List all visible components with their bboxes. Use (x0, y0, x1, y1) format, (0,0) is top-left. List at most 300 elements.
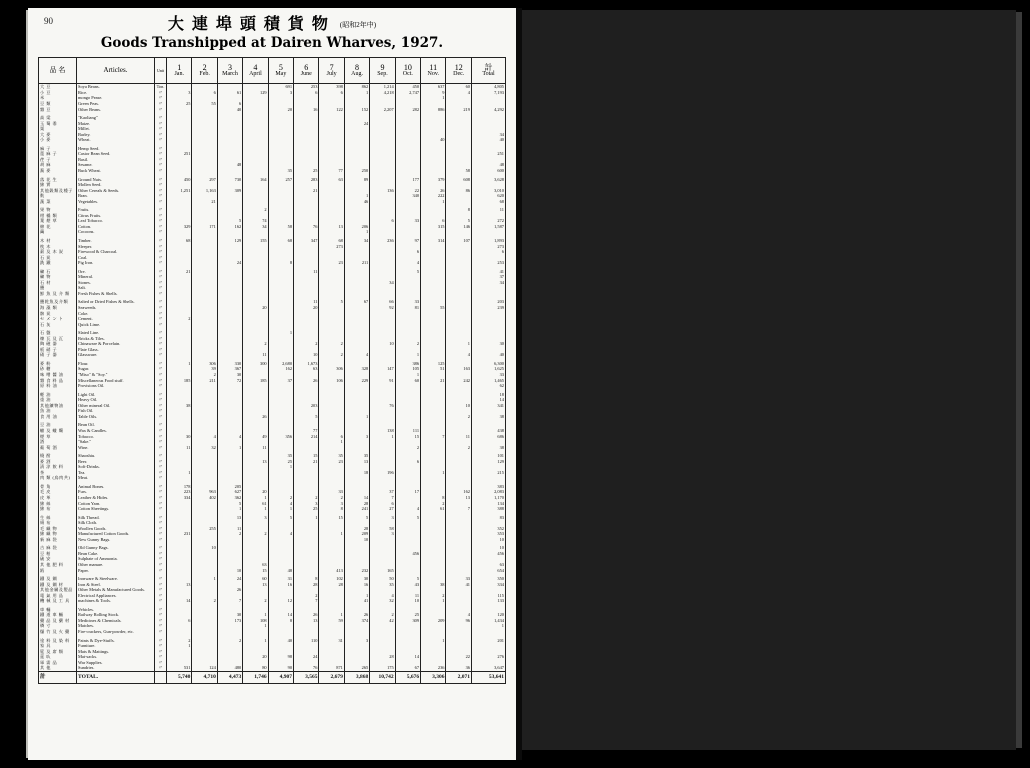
total-label: TOTAL. (77, 671, 155, 683)
row-article: Iron & Steel. (77, 582, 155, 588)
row-month-cell: 68 (319, 238, 344, 244)
row-jp-name: 重 油 (39, 397, 77, 403)
row-jp-name: 米 (39, 95, 77, 101)
row-month-cell: 152 (344, 107, 369, 113)
row-month-cell: 2,747 (395, 90, 420, 96)
row-month-cell: 2,207 (370, 107, 395, 113)
row-article: Furniture. (77, 643, 155, 649)
row-month-cell: 146 (446, 224, 472, 230)
row-unit: 〃 (155, 274, 167, 280)
row-jp-name: 骸 炭 (39, 311, 77, 317)
row-month-cell: 251 (167, 151, 192, 157)
row-unit: 〃 (155, 132, 167, 138)
row-article: Stones. (77, 280, 155, 286)
row-month-cell: 5 (395, 269, 420, 275)
row-total-cell: 388 (472, 506, 506, 512)
row-month-cell: 61 (217, 90, 242, 96)
row-month-cell: 20 (294, 305, 319, 311)
row-article: Other manure. (77, 562, 155, 568)
row-month-cell: 3 (167, 90, 192, 96)
row-unit: 〃 (155, 464, 167, 470)
row-article: Mineral. (77, 274, 155, 280)
row-unit: 〃 (155, 408, 167, 414)
row-unit: 〃 (155, 665, 167, 671)
row-month-cell: 175 (370, 665, 395, 671)
row-total-cell: 14 (472, 397, 506, 403)
row-jp-name: 葉 煙 草 (39, 218, 77, 224)
row-month-cell: 25 (294, 168, 319, 174)
row-jp-name: 麻 子 (39, 146, 77, 152)
row-total-cell: 62 (472, 383, 506, 389)
total-value-cell: 2,679 (319, 671, 344, 683)
row-unit: 〃 (155, 121, 167, 127)
row-month-cell: 3 (268, 90, 293, 96)
row-month-cell: 14 (344, 495, 369, 501)
row-month-cell: 229 (344, 378, 369, 384)
row-unit: 〃 (155, 151, 167, 157)
row-jp-name: 淸 涼 飲 料 (39, 464, 77, 470)
row-month-cell: 20 (243, 489, 268, 495)
row-jp-name: 陶 磁 器 (39, 341, 77, 347)
row-article: Cotton Yarn. (77, 501, 155, 507)
row-article: Fire-crackers, Gun-powder, etc. (77, 629, 155, 635)
row-month-cell: 86 (446, 188, 472, 194)
row-month-cell: 4,218 (370, 90, 395, 96)
row-unit: 〃 (155, 475, 167, 481)
row-month-cell: 209 (421, 618, 446, 624)
row-month-cell: 6 (167, 618, 192, 624)
row-month-cell: 111 (395, 428, 420, 434)
row-month-cell: 402 (192, 495, 217, 501)
header-month-number: 7 (329, 62, 334, 72)
header-month-name: Sep. (377, 70, 388, 77)
row-month-cell: 1 (217, 445, 242, 451)
row-month-cell: 10 (217, 568, 242, 574)
row-month-cell: 164 (243, 177, 268, 183)
header-month-11 (421, 58, 446, 84)
row-month-cell: 38 (167, 403, 192, 409)
row-jp-name: 鐵 及 鋼 (39, 576, 77, 582)
row-unit: 〃 (155, 193, 167, 199)
row-month-cell: 5 (319, 299, 344, 305)
row-month-cell: 6 (192, 90, 217, 96)
row-jp-name: 蓖 麻 子 (39, 151, 77, 157)
row-unit: 〃 (155, 660, 167, 666)
row-month-cell: 398 (319, 84, 344, 90)
row-month-cell: 8 (294, 576, 319, 582)
row-month-cell: 379 (421, 177, 446, 183)
row-month-cell: 1 (243, 612, 268, 618)
row-article: Light Oil. (77, 392, 155, 398)
row-jp-name: 蔬 菜 (39, 199, 77, 205)
row-month-cell: 241 (344, 506, 369, 512)
row-month-cell: 21 (294, 459, 319, 465)
row-jp-name: 銑 鐵 (39, 260, 77, 266)
row-month-cell: 2 (294, 495, 319, 501)
row-month-cell: 3 (370, 515, 395, 521)
row-article: Manufactured Cotton Goods. (77, 531, 155, 537)
row-jp-name: 其 他 (39, 665, 77, 671)
row-unit: 〃 (155, 422, 167, 428)
row-month-cell: 11 (217, 526, 242, 532)
row-month-cell: 12 (268, 598, 293, 604)
row-month-cell: 15 (319, 515, 344, 521)
row-month-cell: 300 (243, 361, 268, 367)
row-month-cell: 21 (192, 199, 217, 205)
row-article: Salt. (77, 285, 155, 291)
row-month-cell: 231 (167, 531, 192, 537)
row-unit: 〃 (155, 445, 167, 451)
row-total-cell: 1,465 (472, 378, 506, 384)
row-month-cell: 40 (268, 638, 293, 644)
row-jp-name: 肉 類 (鳥肉共) (39, 475, 77, 481)
row-month-cell: 61 (421, 506, 446, 512)
row-month-cell: 8 (446, 207, 472, 213)
row-month-cell: 236 (370, 238, 395, 244)
row-month-cell: 30 (217, 372, 242, 378)
row-month-cell: 24 (217, 260, 242, 266)
row-jp-name: 鹽 (39, 285, 77, 291)
row-month-cell: 35 (268, 168, 293, 174)
header-unit: Unit (155, 58, 167, 84)
row-article: Firewood & Charcoal. (77, 249, 155, 255)
row-unit: 〃 (155, 537, 167, 543)
row-total-cell: 11 (472, 207, 506, 213)
row-unit: 〃 (155, 526, 167, 532)
row-month-cell: 33 (395, 218, 420, 224)
row-month-cell: 1 (319, 531, 344, 537)
row-month-cell: 2 (243, 598, 268, 604)
header-month-number: 3 (228, 62, 233, 72)
row-month-cell: 77 (319, 168, 344, 174)
row-jp-name: 骨 角 (39, 484, 77, 490)
row-jp-name: 鐵 道 車 輛 (39, 612, 77, 618)
row-jp-name: 粟 (39, 126, 77, 132)
row-article: Leaf Tobacco. (77, 218, 155, 224)
row-month-cell: 5 (294, 414, 319, 420)
row-total-cell: 48 (472, 162, 506, 168)
row-month-cell: 2 (395, 341, 420, 347)
row-month-cell: 1 (319, 612, 344, 618)
row-total-cell: 38 (472, 414, 506, 420)
row-total-cell: 1,587 (472, 224, 506, 230)
row-month-cell: 18 (344, 470, 369, 476)
row-month-cell: 2 (446, 445, 472, 451)
row-month-cell: 608 (446, 177, 472, 183)
row-jp-name: 機 械 及 工 具 (39, 598, 77, 604)
row-month-cell: 13 (344, 459, 369, 465)
row-month-cell: 63 (319, 177, 344, 183)
row-month-cell: 67 (344, 299, 369, 305)
row-total-cell: 1,893 (472, 238, 506, 244)
row-month-cell: 314 (421, 238, 446, 244)
total-row (39, 671, 506, 683)
row-unit: 〃 (155, 520, 167, 526)
row-month-cell: 214 (294, 434, 319, 440)
row-jp-name: 葡 萄 酒 (39, 445, 77, 451)
row-month-cell: 68 (268, 238, 293, 244)
row-unit: 〃 (155, 397, 167, 403)
row-unit: 〃 (155, 162, 167, 168)
title-jp-text: 大連埠頭積貨物 (167, 16, 336, 33)
row-unit: 〃 (155, 177, 167, 183)
row-month-cell: 11 (243, 445, 268, 451)
row-month-cell: 68 (167, 238, 192, 244)
row-month-cell: 1 (421, 199, 446, 205)
row-month-cell: 98 (268, 654, 293, 660)
row-month-cell: 58 (370, 526, 395, 532)
row-month-cell: 2 (192, 372, 217, 378)
row-jp-name: 煉 瓦 及 瓦 (39, 336, 77, 342)
total-value-cell: 53,641 (472, 671, 506, 683)
row-month-cell: 74 (243, 218, 268, 224)
row-jp-name: 果 物 (39, 207, 77, 213)
row-month-cell: 1 (268, 464, 293, 470)
row-article: Furs. (77, 489, 155, 495)
row-jp-name: 柑 橘 類 (39, 213, 77, 219)
row-unit: 〃 (155, 470, 167, 476)
row-month-cell: 211 (192, 378, 217, 384)
title-japanese (38, 16, 506, 34)
row-jp-name: 魚 油 (39, 408, 77, 414)
row-unit: 〃 (155, 414, 167, 420)
row-month-cell: 5 (217, 218, 242, 224)
row-month-cell: 110 (294, 638, 319, 644)
row-month-cell: 3 (344, 434, 369, 440)
row-unit: 〃 (155, 612, 167, 618)
row-month-cell: 4 (217, 434, 242, 440)
row-month-cell: 77 (294, 428, 319, 434)
row-jp-name: 其他鑛物油 (39, 403, 77, 409)
header-month-number: 2 (202, 62, 207, 72)
row-month-cell: 4 (344, 352, 369, 358)
row-article: Ore. (77, 269, 155, 275)
row-article: Coke. (77, 311, 155, 317)
row-jp-name: 輕 油 (39, 392, 77, 398)
row-total-cell: 1,434 (472, 618, 506, 624)
row-jp-name: 其 他 肥 料 (39, 562, 77, 568)
row-article: Bricks & Tiles. (77, 336, 155, 342)
row-month-cell: 8 (421, 495, 446, 501)
row-month-cell: 61 (243, 501, 268, 507)
row-unit: 〃 (155, 428, 167, 434)
row-article: Woollen Goods. (77, 526, 155, 532)
row-jp-name: 車 輛 (39, 607, 77, 613)
row-month-cell: 37 (370, 489, 395, 495)
row-article: War Supplies. (77, 660, 155, 666)
header-month-name: Jan. (174, 70, 184, 77)
row-unit: 〃 (155, 107, 167, 113)
row-month-cell: 4 (395, 506, 420, 512)
row-jp-name: 綿 實 (39, 182, 77, 188)
row-month-cell: 196 (370, 470, 395, 476)
header-month-number: 10 (403, 62, 412, 72)
row-article: Flour. (77, 361, 155, 367)
row-month-cell: 178 (167, 484, 192, 490)
row-jp-name: 鐵 及 鋼 材 (39, 582, 77, 588)
row-month-cell: 106 (319, 378, 344, 384)
row-month-cell: 2 (421, 501, 446, 507)
header-month-number: 6 (304, 62, 309, 72)
row-article: machines & Tools. (77, 598, 155, 604)
row-month-cell: 2 (217, 531, 242, 537)
row-month-cell: 171 (192, 224, 217, 230)
row-unit: 〃 (155, 229, 167, 235)
row-article: Wax & Candles. (77, 428, 155, 434)
total-value-cell: 3,306 (421, 671, 446, 683)
row-total-cell: 272 (472, 218, 506, 224)
header-month-number: 5 (278, 62, 283, 72)
total-value-cell: 2,071 (446, 671, 472, 683)
row-article: mongo Pease. (77, 95, 155, 101)
row-article: Mats & Mattings. (77, 649, 155, 655)
row-jp-name: 木 材 (39, 238, 77, 244)
row-unit: 〃 (155, 366, 167, 372)
row-unit: 〃 (155, 341, 167, 347)
row-month-cell: 91 (370, 378, 395, 384)
row-month-cell: 265 (344, 665, 369, 671)
row-article: Quick Lime. (77, 322, 155, 328)
row-month-cell: 1 (268, 330, 293, 336)
row-total-cell: 352 (472, 526, 506, 532)
row-jp-name: 煙 草 (39, 434, 77, 440)
row-total-cell: 6,300 (472, 361, 506, 367)
row-article: Coal. (77, 255, 155, 261)
row-month-cell: 43 (395, 582, 420, 588)
header-month-1 (167, 58, 192, 84)
row-unit: 〃 (155, 459, 167, 465)
row-unit: 〃 (155, 330, 167, 336)
row-month-cell: 1 (167, 361, 192, 367)
row-month-cell: 1 (243, 506, 268, 512)
row-unit: 〃 (155, 439, 167, 445)
row-month-cell: 6 (294, 90, 319, 96)
row-article: Green Peas. (77, 101, 155, 107)
row-month-cell: 50 (370, 576, 395, 582)
header-jp: 品 名 (39, 58, 77, 84)
row-month-cell: 21 (421, 378, 446, 384)
row-month-cell: 232 (344, 568, 369, 574)
row-month-cell: 60 (446, 84, 472, 90)
row-article: Railway Rolling Stock. (77, 612, 155, 618)
row-unit: 〃 (155, 199, 167, 205)
row-month-cell: 28 (344, 526, 369, 532)
row-month-cell: 34 (370, 280, 395, 286)
row-article: Fruits. (77, 207, 155, 213)
total-value-cell: 4,473 (217, 671, 242, 683)
row-article: "Sake." (77, 439, 155, 445)
row-month-cell: 34 (344, 238, 369, 244)
row-article: Buck Wheat. (77, 168, 155, 174)
row-month-cell: 334 (167, 495, 192, 501)
row-total-cell: 215 (472, 470, 506, 476)
row-jp-name: 海 藻 類 (39, 305, 77, 311)
row-jp-name: 原 料 油 (39, 383, 77, 389)
header-month-name: May (275, 70, 287, 77)
row-unit: 〃 (155, 453, 167, 459)
row-total-cell: 63 (472, 562, 506, 568)
row-month-cell: 206 (344, 224, 369, 230)
row-article: Other Beans. (77, 107, 155, 113)
row-month-cell: 347 (294, 238, 319, 244)
row-month-cell: 3 (243, 515, 268, 521)
header-month-name: Aug. (351, 70, 363, 77)
row-total-cell: 38 (472, 445, 506, 451)
row-month-cell: 40 (421, 137, 446, 143)
row-total-cell: 334 (472, 582, 506, 588)
row-article: Meat. (77, 475, 155, 481)
row-month-cell: 26 (294, 612, 319, 618)
row-month-cell: 7 (217, 598, 242, 604)
row-jp-name: 荏 子 (39, 157, 77, 163)
row-month-cell: 27 (370, 506, 395, 512)
row-month-cell: 96 (446, 618, 472, 624)
row-month-cell: 33 (395, 299, 420, 305)
row-unit: 〃 (155, 269, 167, 275)
row-month-cell: 362 (217, 495, 242, 501)
row-total-cell: 620 (472, 193, 506, 199)
row-unit: 〃 (155, 95, 167, 101)
row-total-cell: 41 (472, 269, 506, 275)
row-article: Barley. (77, 132, 155, 138)
row-jp-name: 毛 織 物 (39, 526, 77, 532)
row-jp-name: 新 麻 袋 (39, 537, 77, 543)
row-article: Glassware. (77, 352, 155, 358)
row-unit: 〃 (155, 90, 167, 96)
row-month-cell: 6 (370, 501, 395, 507)
row-article: Silk Thread. (77, 515, 155, 521)
row-jp-name: 麥 粉 (39, 361, 77, 367)
row-unit: 〃 (155, 224, 167, 230)
row-month-cell: 2 (319, 341, 344, 347)
row-article: Vegetables. (77, 199, 155, 205)
row-month-cell: 1 (344, 414, 369, 420)
row-unit: 〃 (155, 207, 167, 213)
row-jp-name: 石 炭 (39, 255, 77, 261)
row-article: Wheat. (77, 137, 155, 143)
total-value-cell: 4,907 (268, 671, 293, 683)
row-month-cell: 30 (217, 612, 242, 618)
row-total-cell: 3,647 (472, 665, 506, 671)
total-value-cell: 3,565 (294, 671, 319, 683)
row-month-cell: 1 (421, 638, 446, 644)
row-jp-name: 藥 品 及 藥 材 (39, 618, 77, 624)
row-month-cell: 1 (421, 470, 446, 476)
row-month-cell: 1 (395, 352, 420, 358)
row-month-cell: 28 (319, 582, 344, 588)
row-month-cell: 147 (370, 366, 395, 372)
row-month-cell: 6 (395, 459, 420, 465)
header-month-12 (446, 58, 472, 84)
row-month-cell: 28 (344, 501, 369, 507)
row-month-cell: 4 (446, 90, 472, 96)
row-month-cell: 6 (319, 434, 344, 440)
right-page-dark (522, 10, 1016, 750)
row-month-cell: 11 (294, 299, 319, 305)
row-jp-name: 薪 及 木 炭 (39, 249, 77, 255)
header-month-8 (344, 58, 369, 84)
row-month-cell: 24 (217, 576, 242, 582)
row-month-cell: 38 (421, 582, 446, 588)
row-month-cell: 4 (192, 434, 217, 440)
row-jp-name: 硝 子 器 (39, 352, 77, 358)
header-month-7 (319, 58, 344, 84)
row-total-cell: 83 (472, 515, 506, 521)
row-month-cell: 11 (446, 434, 472, 440)
row-unit: 〃 (155, 629, 167, 635)
row-unit: 〃 (155, 582, 167, 588)
row-month-cell: 5 (268, 515, 293, 521)
